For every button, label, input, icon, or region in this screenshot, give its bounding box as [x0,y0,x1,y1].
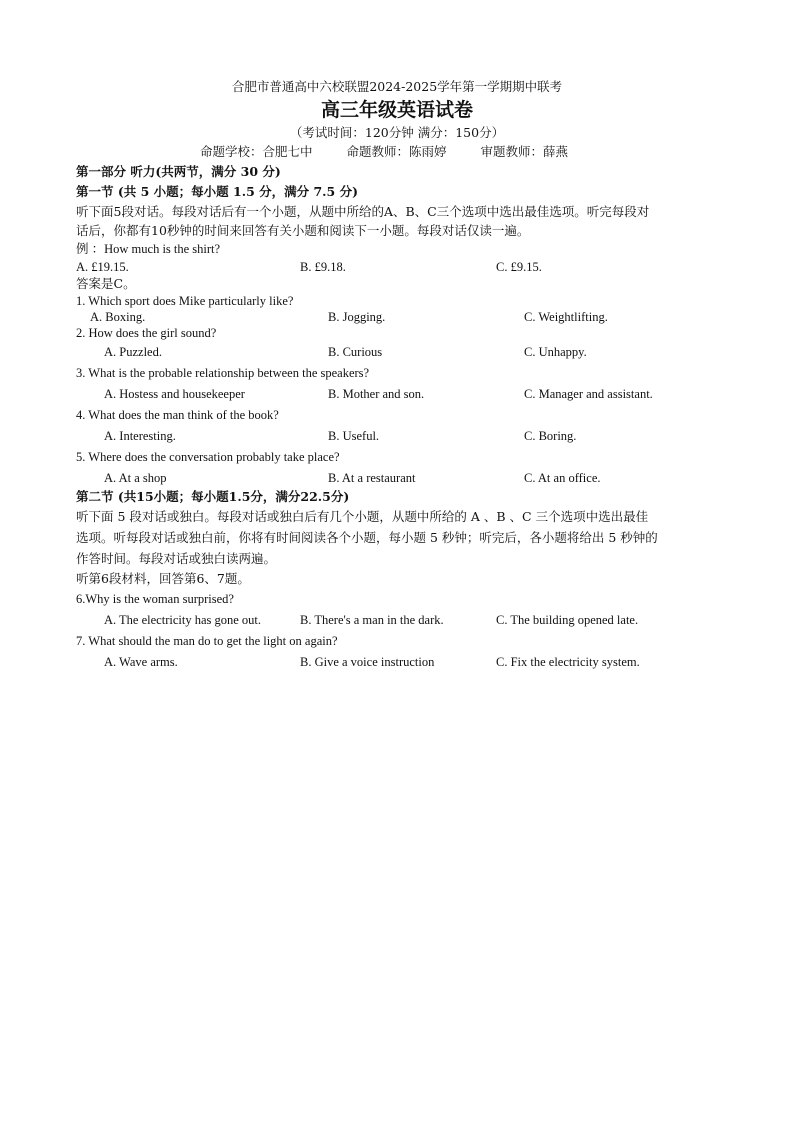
q3-option-c: C. Manager and assistant. [524,387,653,401]
reviewer-label: 审题教师：薛燕 [480,144,569,159]
question-2: 2. How does the girl sound? [76,326,217,340]
q7-option-a: A. Wave arms. [104,655,178,669]
q5-option-b: B. At a restaurant [328,471,416,485]
q4-option-b: B. Useful. [328,429,380,443]
q7-option-c: C. Fix the electricity system. [496,655,640,669]
part1-heading: 第一部分 听力(共两节，满分 30 分) [76,164,281,179]
material-note: 听第6段材料，回答第6、7题。 [76,571,250,586]
q5-option-a: A. At a shop [104,471,167,485]
q4-option-a: A. Interesting. [104,429,176,443]
example-option-c: C. £9.15. [496,260,542,274]
school-label: 命题学校：合肥七中 [200,144,313,159]
q5-option-c: C. At an office. [524,471,601,485]
q1-option-c: C. Weightlifting. [524,310,608,324]
author-label: 命题教师：陈雨婷 [346,144,447,159]
q7-option-b: B. Give a voice instruction [300,655,435,669]
section1-instruction-1: 听下面5段对话。每段对话后有一个小题，从题中所给的A、B、C三个选项中选出最佳选项。听完每段对 [76,204,650,219]
q6-option-a: A. The electricity has gone out. [104,613,262,627]
exam-line: 合肥市普通高中六校联盟2024-2025学年第一学期期中联考 [231,79,563,94]
q2-option-c: C. Unhappy. [524,345,587,359]
q1-option-a: A. Boxing. [90,310,146,324]
section1-heading: 第一节 (共 5 小题；每小题 1.5 分，满分 7.5 分) [76,184,358,199]
q6-option-b: B. There's a man in the dark. [300,613,444,627]
q1-option-b: B. Jogging. [328,310,386,324]
q2-option-a: A. Puzzled. [104,345,162,359]
section2-instruction-3: 作答时间。每段对话或独白读两遍。 [76,551,277,566]
example-option-a: A. £19.15. [76,260,129,274]
question-6: 6.Why is the woman surprised? [76,592,234,606]
question-1: 1. Which sport does Mike particularly like? [76,294,294,308]
q6-option-c: C. The building opened late. [496,613,639,627]
example-answer: 答案是C。 [76,276,136,291]
author-info [200,144,568,160]
question-5: 5. Where does the conversation probably take place? [76,450,340,464]
example-question: 例 ：How much is the shirt? [76,242,221,256]
section2-instruction-1: 听下面 5 段对话或独白。每段对话或独白后有几个小题，从题中所给的 A 、B 、C 三个选项中选出最佳 [76,509,649,524]
time-info: （考试时间：120分钟 满分：150分） [289,125,505,140]
section2-instruction-2: 选项。听每段对话或独白前，你将有时间阅读各个小题，每小题 5 秒钟；听完后，各小题将给出 5 秒钟的 [76,530,658,545]
example-option-b: B. £9.18. [300,260,346,274]
question-3: 3. What is the probable relationship between the speakers? [76,366,370,380]
q3-option-b: B. Mother and son. [328,387,425,401]
q3-option-a: A. Hostess and housekeeper [104,387,245,401]
q4-option-c: C. Boring. [524,429,577,443]
section2-heading: 第二节 (共15小题；每小题1.5分，满分22.5分) [76,489,350,504]
section1-instruction-2: 话后，你都有10秒钟的时间来回答有关小题和阅读下一小题。每段对话仅读一遍。 [76,223,530,238]
q2-option-b: B. Curious [328,345,383,359]
question-4: 4. What does the man think of the book? [76,408,279,422]
page-title: 高三年级英语试卷 [320,99,473,121]
question-7: 7. What should the man do to get the light on again? [76,634,338,648]
